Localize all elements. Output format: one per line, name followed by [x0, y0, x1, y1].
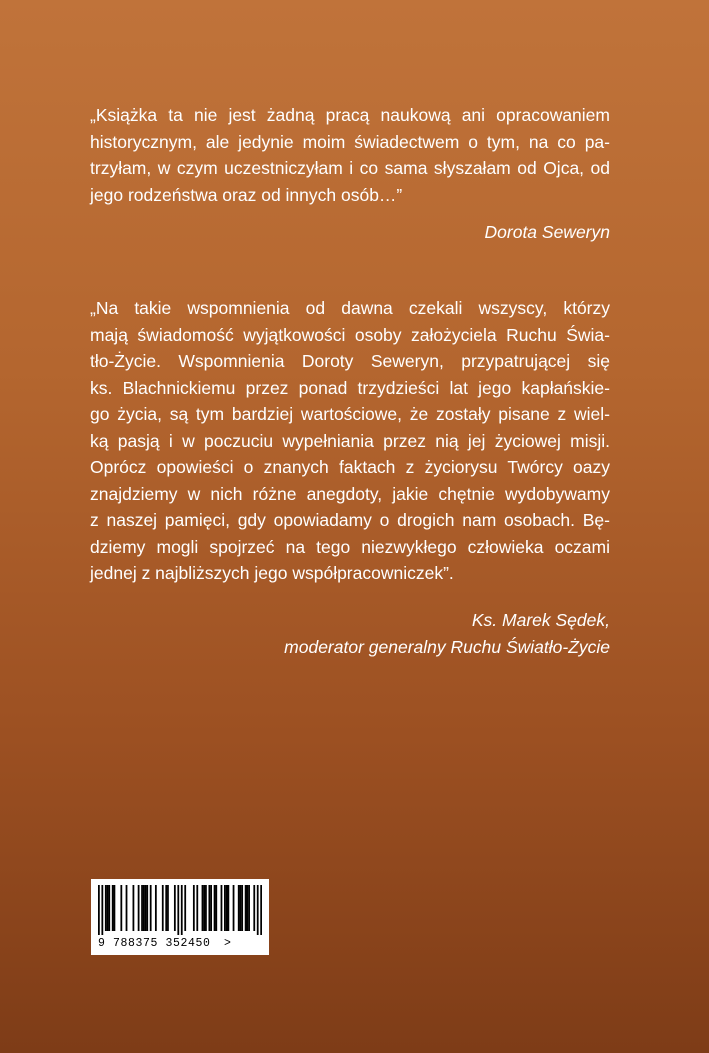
- barcode-bar: [240, 885, 242, 931]
- barcode-bar: [241, 885, 243, 931]
- barcode-bar: [224, 885, 226, 931]
- barcode-bar: [174, 885, 176, 931]
- isbn-number: [98, 937, 262, 950]
- author-name: Ks. Marek Sędek,: [471, 610, 610, 630]
- barcode-bar: [126, 885, 128, 931]
- quote-line: tło-Życie. Wspomnienia Doroty Seweryn, przypatrującej się: [90, 351, 610, 371]
- barcode-bar: [146, 885, 148, 931]
- barcode-bar: [108, 885, 110, 931]
- isbn-barcode: [91, 879, 269, 955]
- barcode-bar: [245, 885, 247, 931]
- barcode-bar: [112, 885, 114, 931]
- barcode-bar: [210, 885, 212, 931]
- quote-line: z naszej pamięci, gdy opowiadamy o drogich nam osobach. Bę-: [90, 510, 610, 530]
- barcode-bar: [133, 885, 135, 931]
- isbn-arrow: >: [224, 937, 232, 950]
- barcode-bar: [145, 885, 147, 931]
- barcode-bar: [167, 885, 169, 931]
- barcode-bar: [260, 885, 262, 935]
- barcode-bar: [248, 885, 250, 931]
- barcode-bar: [205, 885, 207, 931]
- isbn-digits: 9 788375 352450: [98, 937, 211, 950]
- barcode-bar: [196, 885, 198, 931]
- barcode-bar: [214, 885, 216, 931]
- quote-dorota-seweryn: [90, 102, 610, 208]
- barcode-bar: [138, 885, 140, 931]
- quote-line: „Na takie wspomnienia od dawna czekali wszyscy, którzy: [90, 298, 610, 318]
- barcode-bar: [120, 885, 122, 931]
- quote-line: go życia, są tym bardziej wartościowe, że zostały pisane z wiel-: [90, 404, 610, 424]
- barcode-bar: [253, 885, 255, 931]
- barcode-bar: [184, 885, 186, 931]
- quote-line: dziemy mogli spojrzeć na tego niezwykłego człowieka oczami: [90, 536, 610, 557]
- author-name: Dorota Seweryn: [484, 222, 610, 242]
- quote-line: jego rodzeństwa oraz od innych osób…”: [90, 184, 403, 205]
- barcode-bar: [155, 885, 157, 931]
- quote-marek-sedek: [90, 295, 610, 587]
- barcode-bar: [107, 885, 109, 931]
- barcode-bar: [203, 885, 205, 931]
- quote-line: Oprócz opowieści o znanych faktach z życiorysu Twórcy oazy: [90, 457, 610, 477]
- quote-line: mają świadomość wyjątkowości osoby założyciela Ruchu Świa-: [90, 324, 610, 345]
- quote-line: „Książka ta nie jest żadną pracą naukową ani opracowaniem: [90, 105, 610, 125]
- barcode-bar: [143, 885, 145, 931]
- barcode-bar: [98, 885, 100, 935]
- quote-line: znajdziemy w nich różne anegdoty, jakie chętnie wydobywamy: [90, 483, 610, 504]
- barcode-bar: [208, 885, 210, 931]
- barcode-bar: [246, 885, 248, 931]
- barcode-bar: [233, 885, 235, 931]
- quote-line: jednej z najbliższych jego współpracowniczek”.: [90, 563, 454, 583]
- barcode-bars: [98, 885, 262, 935]
- barcode-bar: [105, 885, 107, 931]
- barcode-bar: [202, 885, 204, 931]
- barcode-bar: [257, 885, 259, 935]
- author-role: moderator generalny Ruchu Światło-Życie: [284, 636, 610, 657]
- attribution-dorota-seweryn: [90, 219, 610, 246]
- barcode-bar: [141, 885, 143, 931]
- barcode-bar: [162, 885, 164, 931]
- quote-line: ką pasją i w poczuciu wypełniania przez nią jej życiowej misji.: [90, 430, 610, 451]
- barcode-bar: [114, 885, 116, 931]
- barcode-bar: [227, 885, 229, 931]
- quote-line: trzyłam, w czym uczestniczyłam i co sama słyszałam od Ojca, od: [90, 158, 610, 178]
- barcode-bar: [177, 885, 179, 935]
- quote-line: ks. Blachnickiemu przez ponad trzydzieści lat jego kapłańskie-: [90, 377, 610, 398]
- barcode-bar: [181, 885, 183, 935]
- barcode-bar: [221, 885, 223, 931]
- barcode-bar: [226, 885, 228, 931]
- barcode-bar: [165, 885, 167, 931]
- quote-line: historycznym, ale jedynie moim świadectwem o tym, na co pa-: [90, 131, 610, 152]
- attribution-marek-sedek: [90, 607, 610, 660]
- barcode-bar: [238, 885, 240, 931]
- barcode-bar: [101, 885, 103, 935]
- barcode-bar: [193, 885, 195, 931]
- barcode-bar: [150, 885, 152, 931]
- barcode-bar: [215, 885, 217, 931]
